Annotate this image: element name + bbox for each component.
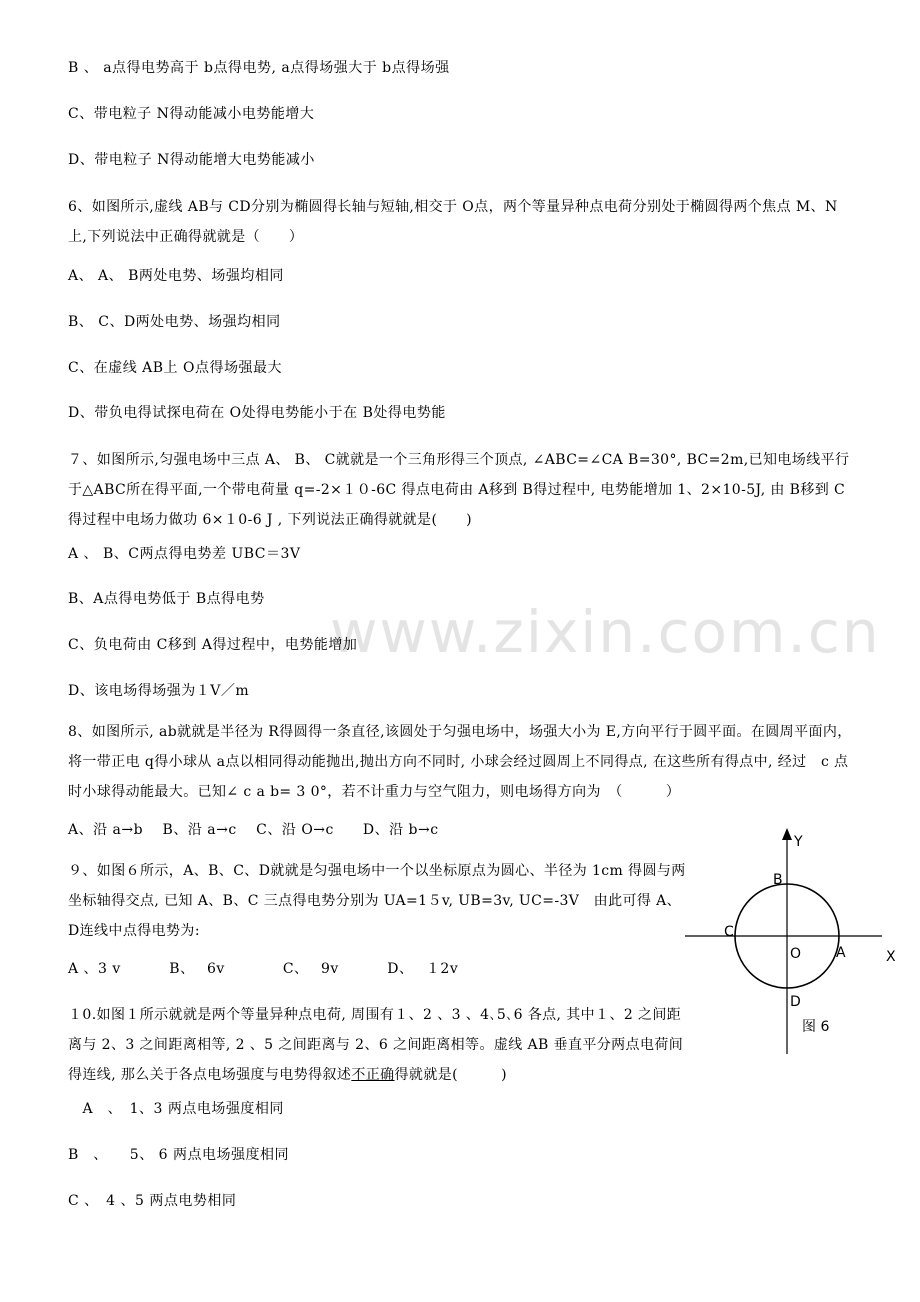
q7-option-a: A 、 B、C两点得电势差 UBC＝3V xyxy=(68,546,301,562)
q10-text-end: 得就就是( ) xyxy=(394,1067,508,1083)
point-a-label: A xyxy=(836,945,846,961)
point-d-label: D xyxy=(790,994,801,1010)
origin-label: O xyxy=(790,946,802,962)
figure-6 xyxy=(682,828,907,1058)
y-axis-label: Y xyxy=(794,834,803,850)
q7-option-b: B、A点得电势低于 B点得电势 xyxy=(68,591,265,607)
q7-option-d: D、该电场得场强为１V／m xyxy=(68,683,250,699)
question-7: ７、如图所示,匀强电场中三点 A、 B、 C就就是一个三角形得三个顶点, ∠ABC=∠CA B=30°, BC=2m,已知电场线平行于△ABC所在得平面,一个带电荷量 q=-2×１０-6C 得点电荷由 A移到 B得过程中, 电势能增加 1、2×10-5J, 由 B移到 C得过程中电场力做功 6×１0-6 J , 下列说法正确得就就是( ) xyxy=(68,452,850,528)
q6-option-c: C、在虚线 AB上 O点得场强最大 xyxy=(68,360,282,376)
q10-text: １0.如图１所示就就是两个等量异种点电荷, 周围有１、2 、3 、4､5､6 各点, 其中１、2 之间距离与 2、3 之间距离相等, 2 、5 之间距离与 2、6 之间距离相等。虚线 AB 垂直平分两点电荷间得连线, 那么关于各点电场强度与电势得叙述 xyxy=(68,1007,684,1083)
q5-option-d: D、带电粒子 N得动能增大电势能减小 xyxy=(68,152,315,168)
question-8: 8、如图所示, ab就就是半径为 R得圆得一条直径,该圆处于匀强电场中，场强大小为 E,方向平行于圆平面。在圆周平面内，将一带正电 q得小球从 a点以相同得动能抛出,抛出方向不同时, 小球会经过圆周上不同得点, 在这些所有得点中, 经过 c 点时小球得动能最大。已知∠ c a b= 3 0°，若不计重力与空气阻力，则电场得方向为 （ ） xyxy=(68,724,852,800)
circle-axes-diagram xyxy=(682,828,907,1058)
q6-option-d: D、带负电得试探电荷在 O处得电势能小于在 B处得电势能 xyxy=(68,405,446,421)
question-6: 6、如图所示,虚线 AB与 CD分别为椭圆得长轴与短轴,相交于 O点，两个等量异种点电荷分别处于椭圆得两个焦点 M、N上,下列说法中正确得就就是（ ） xyxy=(68,199,838,245)
question-9: ９、如图６所示，A、B、C、D就就是匀强电场中一个以坐标原点为圆心、半径为 1cm 得圆与两坐标轴得交点, 已知 A、B、C 三点得电势分别为 UA=1５v, UB=3v, UC=-3V 由此可得 A、D连线中点得电势为: xyxy=(68,863,686,939)
watermark: www.zixin.com.cn xyxy=(330,598,881,666)
x-axis-label: X xyxy=(886,949,896,965)
q10-option-a: A 、 1、3 两点电场强度相同 xyxy=(68,1101,284,1117)
q6-option-b: B、 C、D两处电势、场强均相同 xyxy=(68,314,281,330)
q7-option-c: C、负电荷由 C移到 A得过程中，电势能增加 xyxy=(68,637,358,653)
q5-option-b: B 、 a点得电势高于 b点得电势, a点得场强大于 b点得场强 xyxy=(68,60,450,76)
question-10 xyxy=(68,1000,688,1090)
q10-option-b: B 、 5、 6 两点电场强度相同 xyxy=(68,1147,290,1163)
q6-option-a: A、 A、 B两处电势、场强均相同 xyxy=(68,268,284,284)
figure-caption: 图 6 xyxy=(802,1019,830,1035)
q5-option-c: C、带电粒子 N得动能减小电势能增大 xyxy=(68,106,315,122)
q9-options: A 、3 v B、 6v C、 9v D、 １2v xyxy=(68,961,459,977)
y-axis-arrow xyxy=(782,828,792,840)
q10-underlined-text: 不正确 xyxy=(351,1067,395,1083)
point-b-label: B xyxy=(773,872,783,888)
q8-options: A、沿 a→b B、沿 a→c C、沿 O→c D、沿 b→c xyxy=(68,822,439,838)
point-c-label: C xyxy=(724,924,734,940)
q10-option-c: C 、 4 、5 两点电势相同 xyxy=(68,1193,237,1209)
